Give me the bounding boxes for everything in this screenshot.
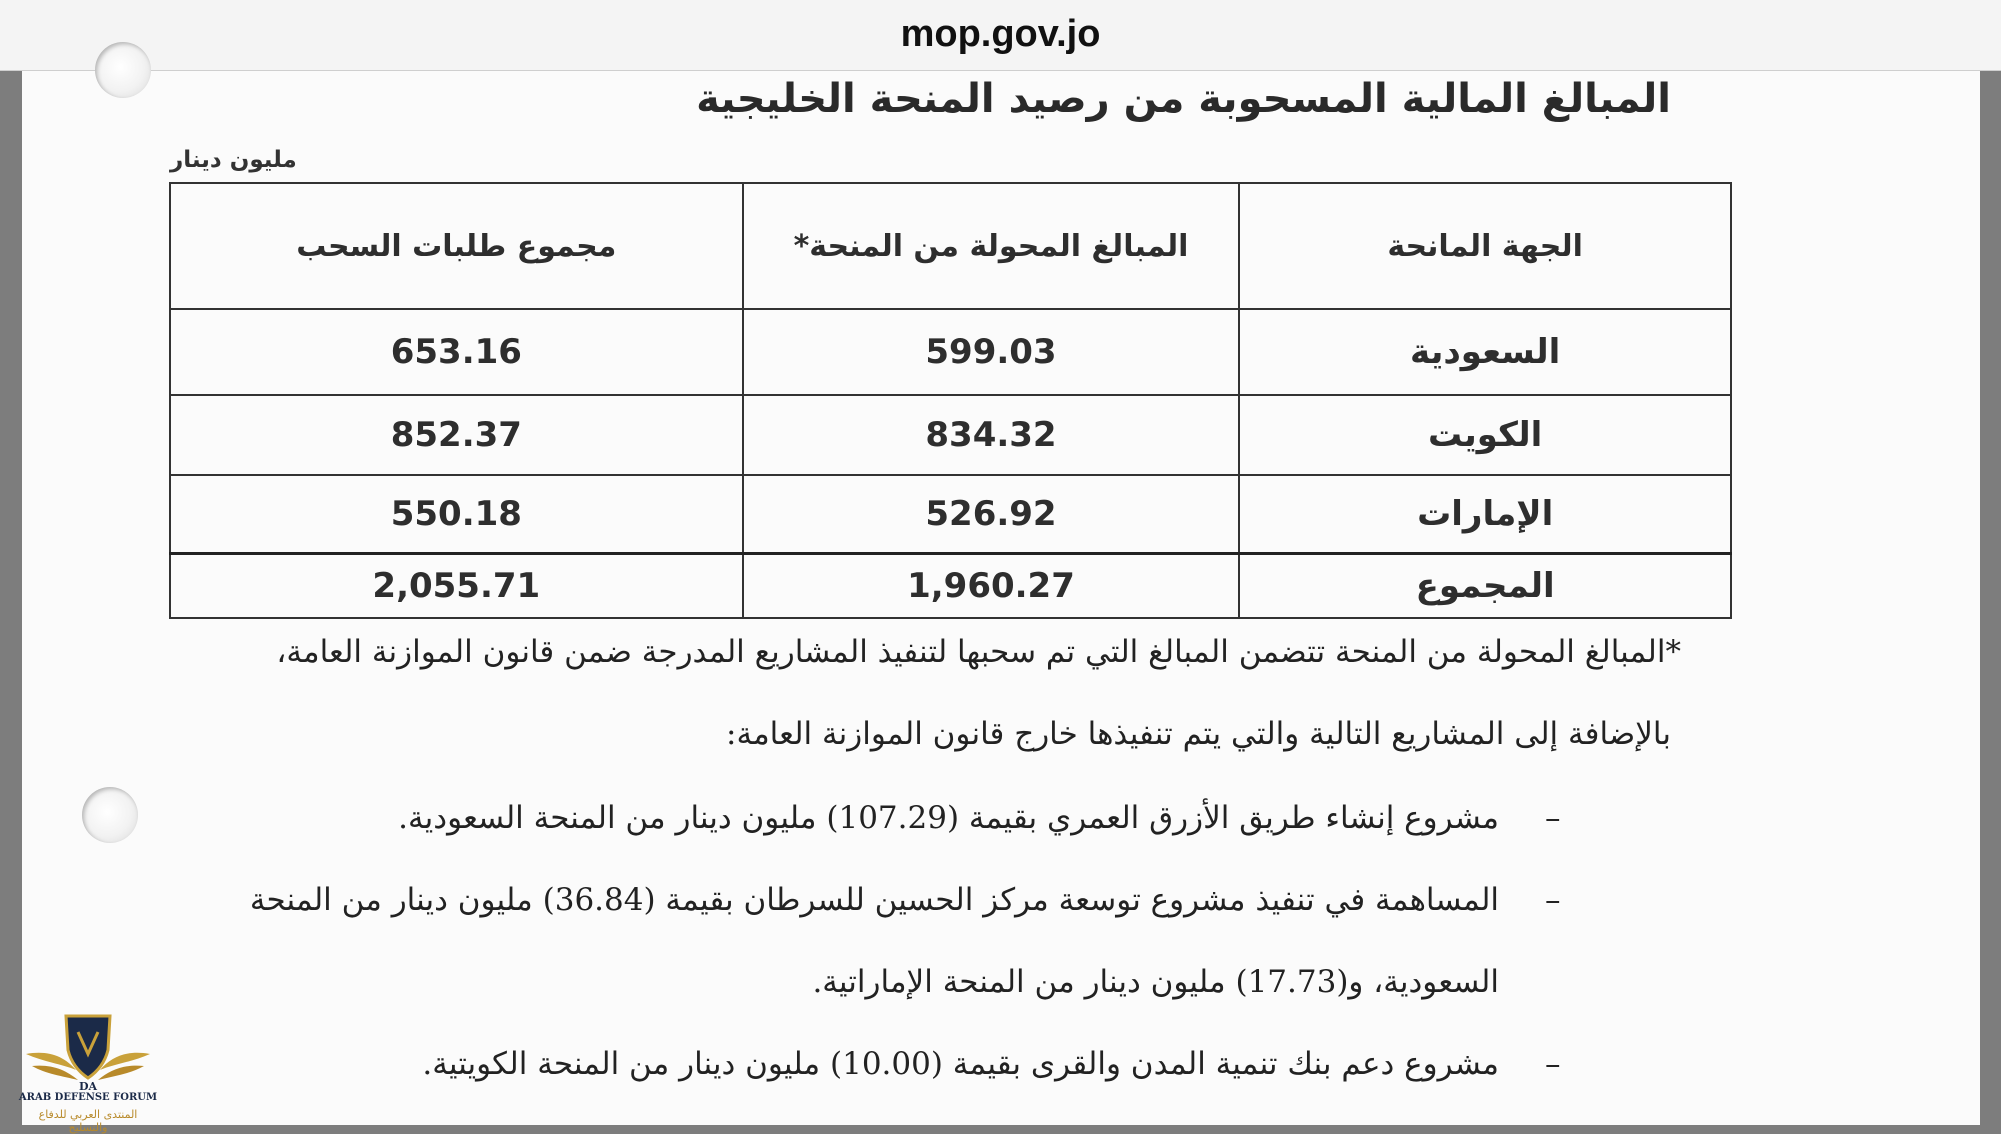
cell-donor: الكويت bbox=[1239, 395, 1731, 475]
cell-total-requests: 2,055.71 bbox=[170, 554, 743, 619]
header-donor: الجهة المانحة bbox=[1239, 183, 1731, 309]
cell-total-transferred: 1,960.27 bbox=[743, 554, 1240, 619]
forum-watermark-logo bbox=[18, 1010, 158, 1134]
punch-hole-middle bbox=[82, 787, 138, 843]
bullet-item-2-continued: السعودية، و(17.73) مليون دينار من المنحة الإماراتية. bbox=[812, 964, 1499, 1000]
cell-requests: 550.18 bbox=[170, 475, 743, 554]
header-transferred: المبالغ المحولة من المنحة* bbox=[743, 183, 1240, 309]
footnote-line-1: *المبالغ المحولة من المنحة تتضمن المبالغ التي تم سحبها لتنفيذ المشاريع المدرجة ضمن قانون الموازنة العامة، bbox=[276, 634, 1681, 670]
punch-hole-top bbox=[95, 42, 151, 98]
url-text: mop.gov.jo bbox=[900, 12, 1101, 55]
table-total-row bbox=[170, 554, 1731, 619]
bullet-item-3: مشروع دعم بنك تنمية المدن والقرى بقيمة (10.00) مليون دينار من المنحة الكويتية. bbox=[422, 1046, 1499, 1082]
cell-requests: 653.16 bbox=[170, 309, 743, 395]
cell-transferred: 834.32 bbox=[743, 395, 1240, 475]
bullet-dash: – bbox=[1545, 882, 1561, 918]
cell-donor: السعودية bbox=[1239, 309, 1731, 395]
footnote-line-2: بالإضافة إلى المشاريع التالية والتي يتم تنفيذها خارج قانون الموازنة العامة: bbox=[726, 716, 1671, 752]
bullet-item-2: المساهمة في تنفيذ مشروع توسعة مركز الحسين للسرطان بقيمة (36.84) مليون دينار من المنحة bbox=[249, 882, 1499, 918]
bullet-dash: – bbox=[1545, 800, 1561, 836]
cell-transferred: 526.92 bbox=[743, 475, 1240, 554]
table-row bbox=[170, 309, 1731, 395]
header-requests: مجموع طلبات السحب bbox=[170, 183, 743, 309]
grant-table bbox=[169, 182, 1732, 619]
cell-total-label: المجموع bbox=[1239, 554, 1731, 619]
unit-label: مليون دينار bbox=[170, 147, 297, 173]
bullet-item-1: مشروع إنشاء طريق الأزرق العمري بقيمة (107.29) مليون دينار من المنحة السعودية. bbox=[398, 800, 1499, 836]
bullet-dash: – bbox=[1545, 1046, 1561, 1082]
shield-wings-icon bbox=[18, 1010, 158, 1094]
table-header-row bbox=[170, 183, 1731, 309]
table-row bbox=[170, 475, 1731, 554]
cell-transferred: 599.03 bbox=[743, 309, 1240, 395]
cell-requests: 852.37 bbox=[170, 395, 743, 475]
logo-abbr: DA bbox=[78, 1080, 98, 1093]
logo-text-en: ARAB DEFENSE FORUM bbox=[18, 1092, 158, 1103]
logo-text-ar: المنتدى العربي للدفاع والتسليح bbox=[38, 1108, 138, 1134]
table-row bbox=[170, 395, 1731, 475]
cell-donor: الإمارات bbox=[1239, 475, 1731, 554]
browser-address-bar[interactable] bbox=[0, 0, 2001, 71]
document-title: المبالغ المالية المسحوبة من رصيد المنحة الخليجية bbox=[696, 76, 1671, 122]
